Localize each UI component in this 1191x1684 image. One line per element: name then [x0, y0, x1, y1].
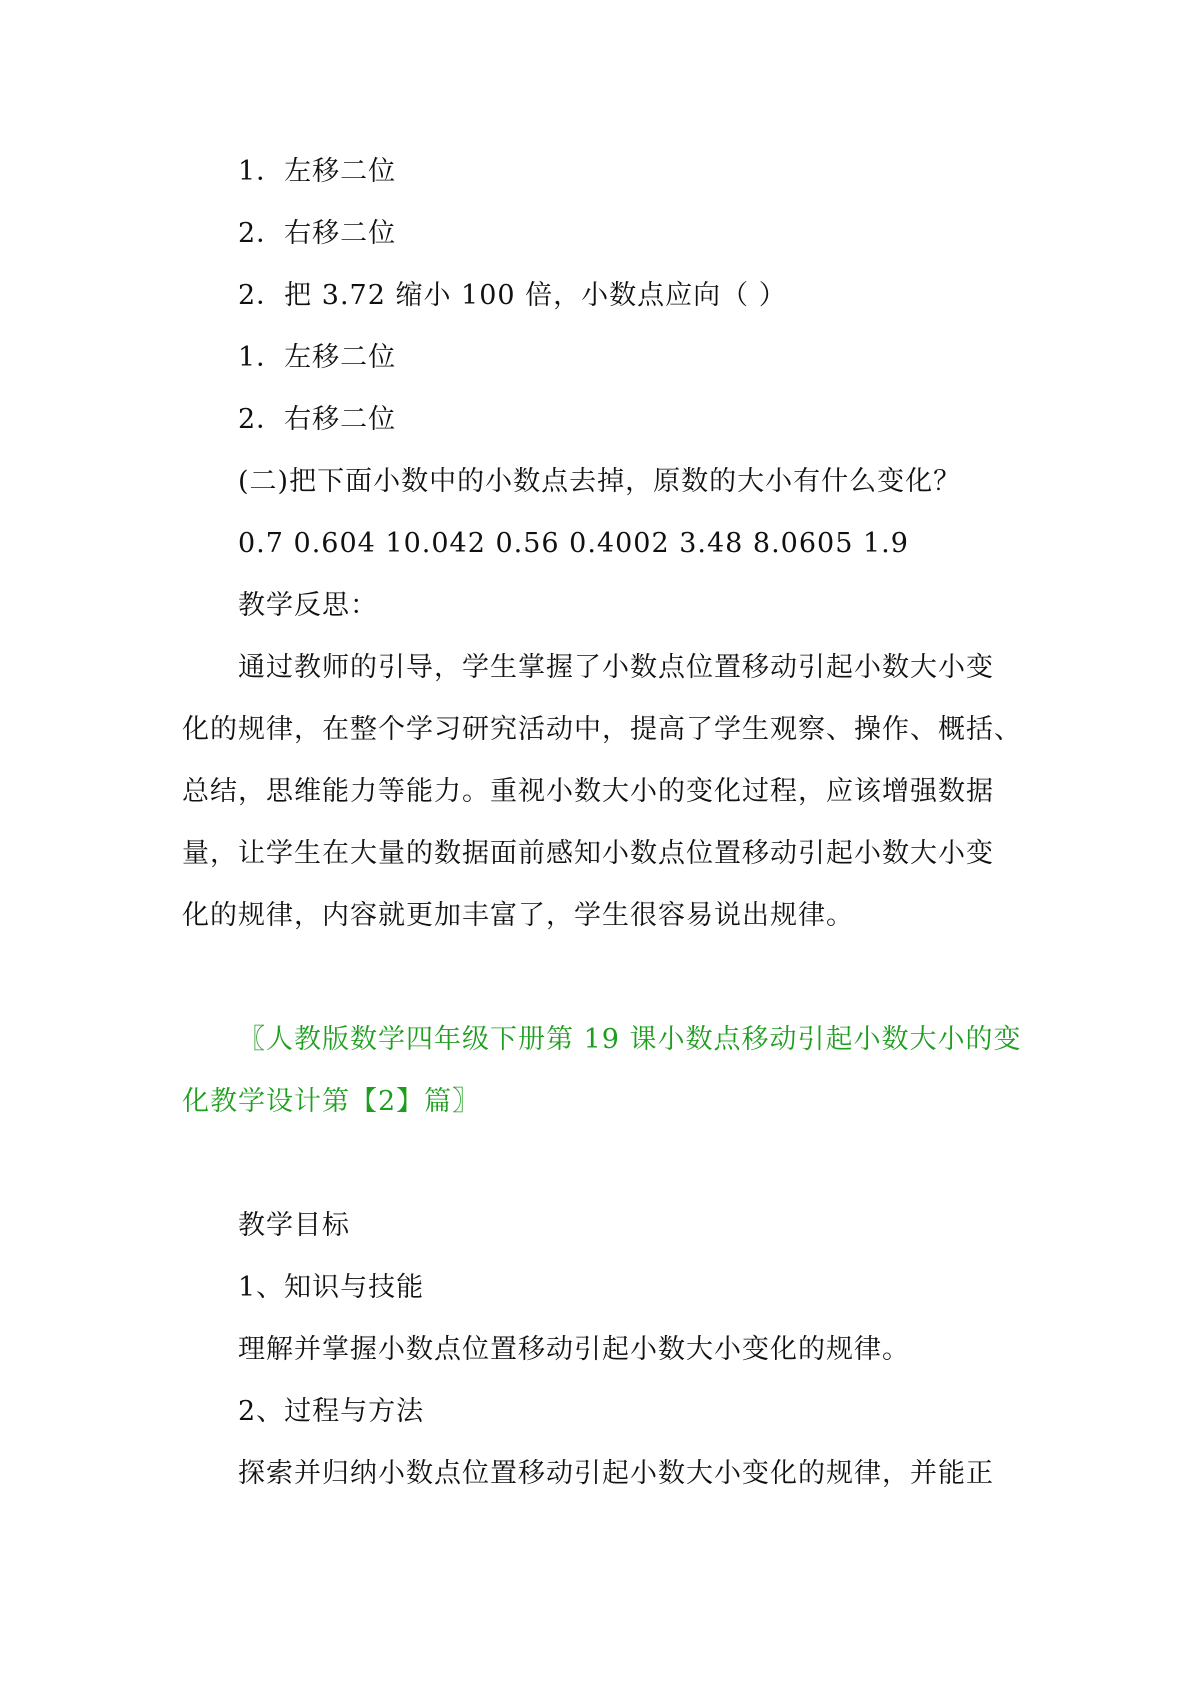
option-line: 1．左移二位 — [238, 342, 397, 373]
goals-title: 教学目标 — [238, 1210, 350, 1241]
section-heading: 〖人教版数学四年级下册第 19 课小数点移动引起小数大小的变 — [238, 1024, 1022, 1055]
exercise-heading: (二)把下面小数中的小数点去掉，原数的大小有什么变化？ — [238, 466, 962, 497]
option-line: 1．左移二位 — [238, 156, 397, 187]
option-line: 2．右移二位 — [238, 404, 397, 435]
reflection-line: 化的规律，在整个学习研究活动中，提高了学生观察、操作、概括、 — [182, 714, 1022, 745]
decimal-list: 0.7 0.604 10.042 0.56 0.4002 3.48 8.0605 1.9 — [238, 528, 909, 559]
reflection-line: 通过教师的引导，学生掌握了小数点位置移动引起小数大小变 — [238, 652, 994, 683]
reflection-line: 总结，思维能力等能力。重视小数大小的变化过程，应该增强数据 — [182, 776, 994, 807]
reflection-line: 量，让学生在大量的数据面前感知小数点位置移动引起小数大小变 — [182, 838, 994, 869]
question-line: 2．把 3.72 缩小 100 倍，小数点应向（ ） — [238, 280, 787, 311]
goal-subtitle: 1、知识与技能 — [238, 1272, 425, 1303]
goal-text: 理解并掌握小数点位置移动引起小数大小变化的规律。 — [238, 1334, 910, 1365]
reflection-label: 教学反思： — [238, 590, 378, 621]
option-line: 2．右移二位 — [238, 218, 397, 249]
goal-subtitle: 2、过程与方法 — [238, 1396, 425, 1427]
section-heading: 化教学设计第【2】篇〗 — [182, 1086, 481, 1117]
goal-text: 探索并归纳小数点位置移动引起小数大小变化的规律，并能正 — [238, 1458, 994, 1489]
reflection-line: 化的规律，内容就更加丰富了，学生很容易说出规律。 — [182, 900, 854, 931]
